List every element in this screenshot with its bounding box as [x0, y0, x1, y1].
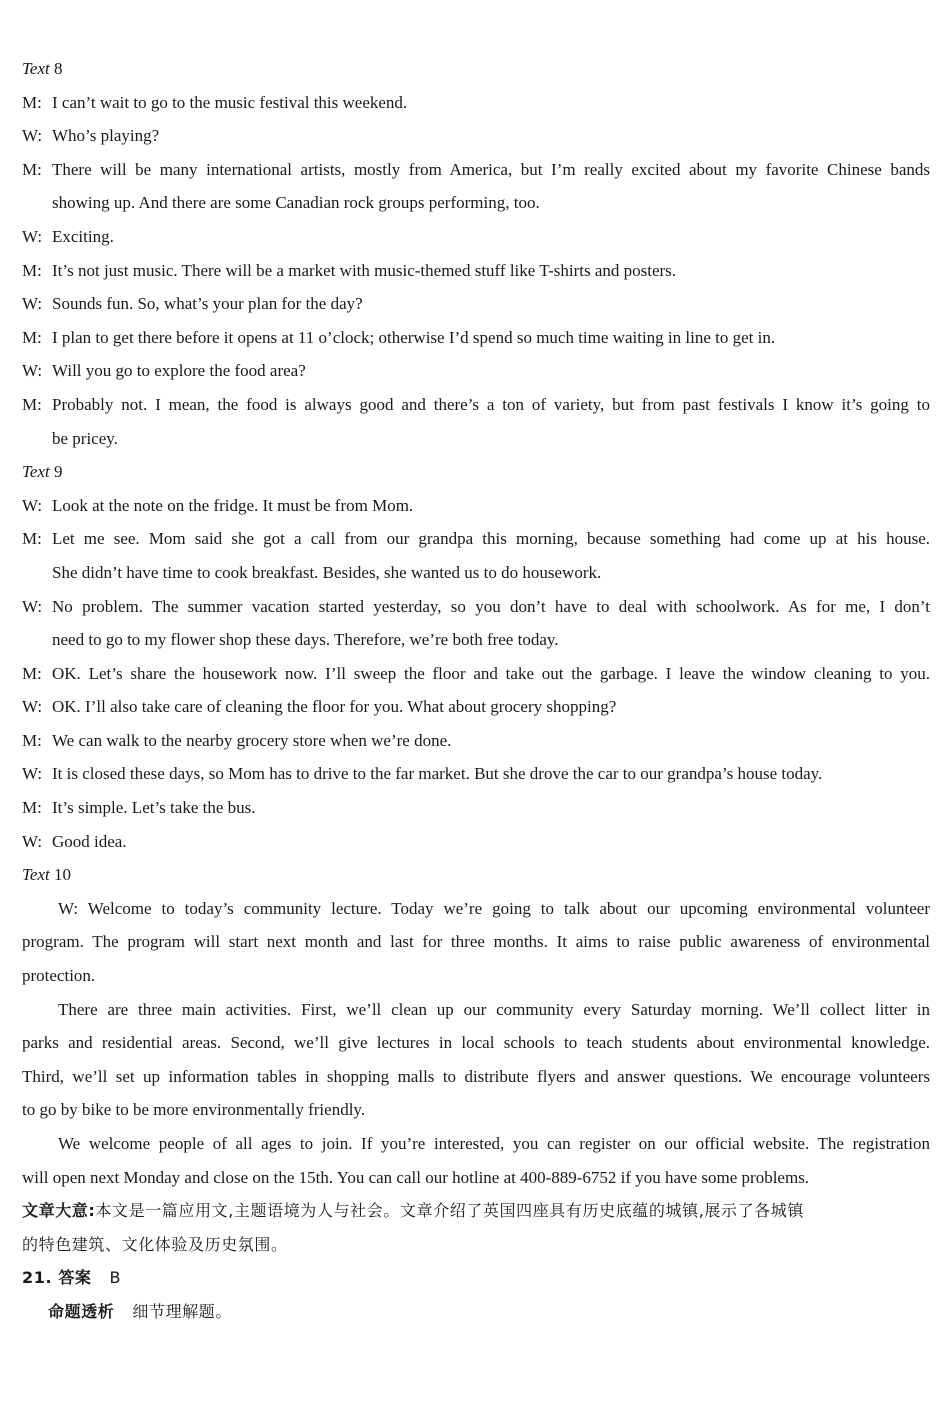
summary-label: 文章大意: — [22, 1201, 96, 1221]
speaker-label: W: — [22, 831, 43, 851]
dialogue-line: M: There will be many international artists, mostly from America, but I’m really excited about my favorite Chinese bands — [0, 153, 950, 187]
section-heading-text8: Text 8 — [22, 59, 63, 78]
dialogue-line: W: Good idea. — [0, 825, 950, 859]
speaker-label: M: — [22, 327, 42, 347]
analysis-label: 命题透析 — [48, 1301, 115, 1321]
monologue-line: Third, we’ll set up information tables in shopping malls to distribute flyers and answer questions. We encourage volunteers — [22, 1066, 930, 1086]
section-heading-text10: Text 10 — [22, 865, 71, 885]
dialogue-line: W: Will you go to explore the food area? — [0, 354, 950, 388]
speaker-label: M: — [22, 529, 42, 549]
speaker-label: W: — [22, 294, 43, 314]
speaker-label: W: — [22, 764, 43, 784]
speaker-label: M: — [22, 663, 42, 683]
section-heading-text9: Text 9 — [22, 462, 63, 482]
monologue-line: We welcome people of all ages to join. If you’re interested, you can register on our official website. The registration — [58, 1134, 930, 1153]
speaker-label: M: — [22, 730, 42, 750]
dialogue-line: M: I can’t wait to go to the music festival this weekend. — [0, 86, 950, 120]
dialogue-line: W: Sounds fun. So, what’s your plan for the day? — [0, 287, 950, 321]
monologue-line: program. The program will start next month and last for three months. It aims to raise public awareness of environmental — [22, 932, 930, 952]
dialogue-line: M: We can walk to the nearby grocery store when we’re done. — [0, 724, 950, 758]
monologue-line: to go by bike to be more environmentally friendly. — [22, 1100, 366, 1120]
dialogue-line: W: Who’s playing? — [0, 119, 950, 153]
speaker-label: M: — [22, 92, 42, 112]
summary-line-continued: 的特色建筑、文化体验及历史氛围。 — [22, 1234, 288, 1254]
speaker-label: W: — [22, 226, 43, 246]
monologue-line: will open next Monday and close on the 15th. You can call our hotline at 400-889-6752 if you have some problems. — [22, 1167, 810, 1187]
document-page — [0, 52, 950, 1342]
dialogue-line: M: Let me see. Mom said she got a call from our grandpa this morning, because something had come up at his house. — [0, 522, 950, 556]
summary-line: 文章大意:本文是一篇应用文,主题语境为人与社会。文章介绍了英国四座具有历史底蕴的城镇,展示了各城镇 — [22, 1201, 804, 1221]
question-answer — [0, 1261, 950, 1295]
dialogue-line-continued: be pricey. — [52, 428, 118, 448]
dialogue-line-continued: showing up. And there are some Canadian rock groups performing, too. — [52, 193, 540, 213]
speaker-label: W: — [22, 495, 43, 515]
monologue-line: W: Welcome to today’s community lecture. Today we’re going to talk about our upcoming environmental volunteer — [58, 898, 930, 918]
dialogue-line: W: It is closed these days, so Mom has to drive to the far market. But she drove the car to our grandpa’s house today. — [0, 757, 950, 791]
dialogue-line-continued: She didn’t have time to cook breakfast. Besides, she wanted us to do housework. — [52, 562, 602, 582]
monologue-line: parks and residential areas. Second, we’ll give lectures in local schools to teach students about environmental knowledge. — [22, 1033, 930, 1053]
dialogue-line: M: OK. Let’s share the housework now. I’ll sweep the floor and take out the garbage. I leave the window cleaning to you. — [0, 657, 950, 691]
dialogue-line: M: It’s not just music. There will be a market with music-themed stuff like T-shirts and posters. — [0, 254, 950, 288]
speaker-label: W: — [22, 126, 43, 146]
dialogue-line: W: OK. I’ll also take care of cleaning the floor for you. What about grocery shopping? — [0, 690, 950, 724]
speaker-label: M: — [22, 798, 42, 818]
dialogue-line: W: Look at the note on the fridge. It must be from Mom. — [0, 489, 950, 523]
monologue-line: There are three main activities. First, we’ll clean up our community every Saturday morning. We’ll collect litter in — [58, 999, 930, 1019]
speaker-label: M: — [22, 394, 42, 414]
monologue-line: protection. — [22, 966, 96, 986]
dialogue-line: W: Exciting. — [0, 220, 950, 254]
dialogue-line-continued: need to go to my flower shop these days. Therefore, we’re both free today. — [52, 630, 559, 650]
speaker-label: W: — [22, 596, 43, 616]
speaker-label: W: — [22, 697, 43, 717]
speaker-label: M: — [22, 159, 42, 179]
speaker-label: M: — [22, 260, 42, 280]
question-number: 21. 答案 — [22, 1268, 92, 1288]
dialogue-line: W: No problem. The summer vacation started yesterday, so you don’t have to deal with schoolwork. As for me, I don’t — [0, 590, 950, 624]
dialogue-line: M: Probably not. I mean, the food is always good and there’s a ton of variety, but from past festivals I know it’s going to — [0, 388, 950, 422]
dialogue-line: M: I plan to get there before it opens at 11 o’clock; otherwise I’d spend so much time waiting in line to get in. — [0, 321, 950, 355]
speaker-label: W: — [22, 361, 43, 381]
dialogue-line: M: It’s simple. Let’s take the bus. — [0, 791, 950, 825]
question-analysis: 命题透析 细节理解题。 — [48, 1301, 233, 1321]
answer-value: B — [109, 1268, 122, 1288]
